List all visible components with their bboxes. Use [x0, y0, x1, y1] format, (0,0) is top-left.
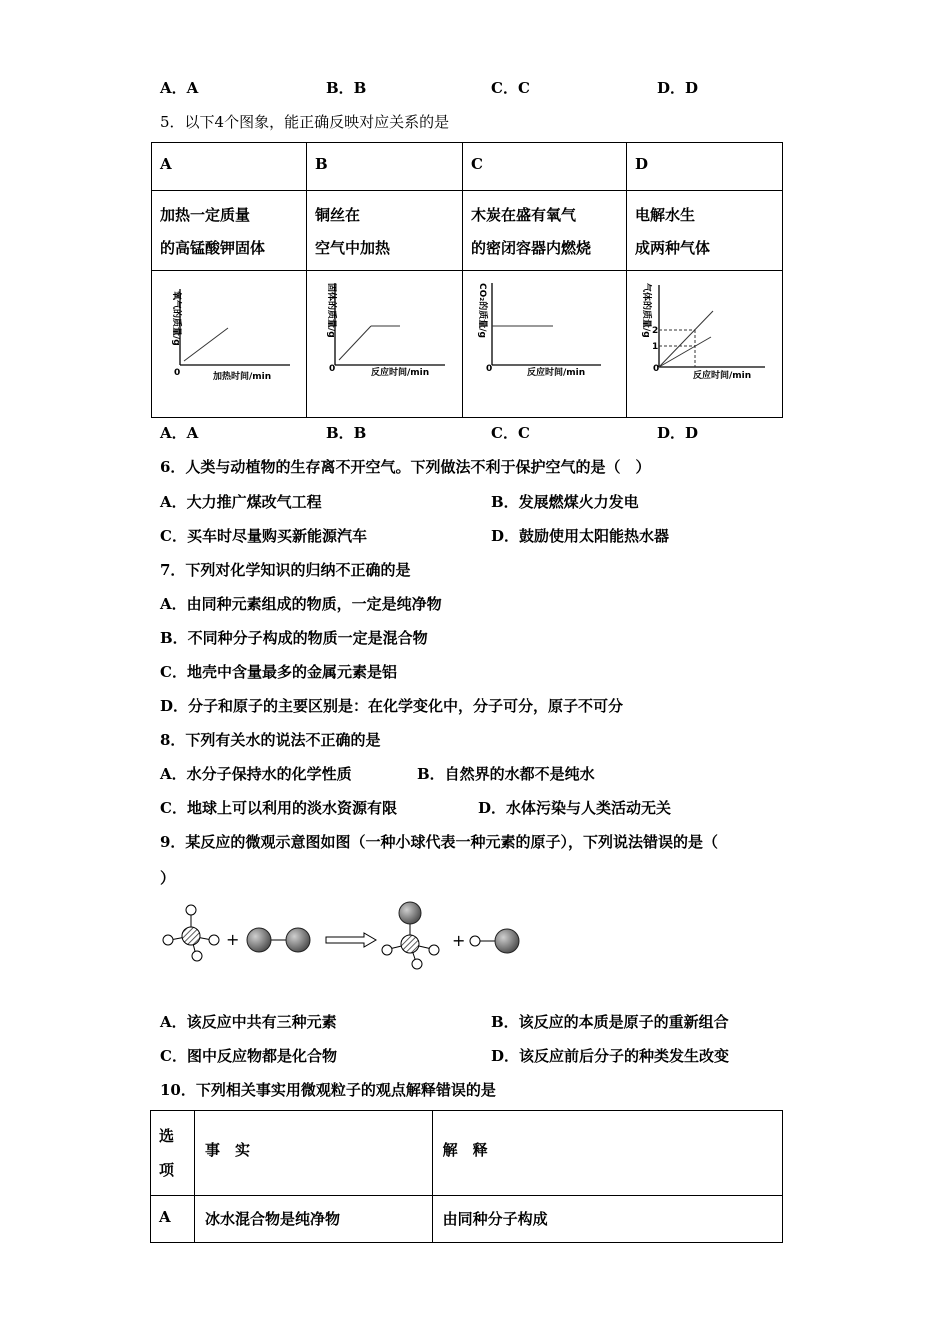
q10-stem: 10．下列相关事实用微观粒子的观点解释错误的是: [160, 1081, 496, 1099]
q5-col-a-desc2: 的高锰酸钾固体: [160, 239, 266, 257]
q5-col-b-desc2: 空气中加热: [315, 239, 391, 257]
q9-reaction-diagram: [158, 900, 528, 980]
q5-graph-d: [627, 271, 782, 417]
q5-col-a-desc1: 加热一定质量: [160, 206, 251, 224]
data-line: [184, 328, 228, 361]
x-axis-label: 加热时间/min: [213, 372, 272, 382]
q10-header-fact: 事 实: [194, 1111, 432, 1196]
q7-option-a[interactable]: A．由同种元素组成的物质，一定是纯净物: [160, 595, 442, 613]
q9-stem: 9．某反应的微观示意图如图（一种小球代表一种元素的原子），下列说法错误的是（: [160, 833, 718, 851]
q5-stem: 5．以下4个图象，能正确反映对应关系的是: [160, 113, 450, 131]
origin-label: 0: [329, 364, 336, 374]
q5-col-b-desc1: 铜丝在: [315, 206, 361, 224]
q9-option-b[interactable]: B．该反应的本质是原子的重新组合: [491, 1013, 729, 1031]
y-axis-label: 氧气的质量/g: [171, 291, 181, 346]
q7-option-b[interactable]: B．不同种分子构成的物质一定是混合物: [160, 629, 428, 647]
q4-option-c[interactable]: C．C: [491, 79, 530, 97]
y-axis-label: 气体的质量/g: [641, 283, 651, 338]
data-line-shallow: [659, 337, 711, 367]
reactant-molecule-2: [247, 928, 310, 952]
q6-option-a[interactable]: A．大力推广煤改气工程: [160, 493, 322, 511]
q10-header-option-1: 选: [159, 1127, 175, 1145]
q5-graph-a: [152, 271, 306, 417]
q6-stem: 6．人类与动植物的生存离不开空气。下列做法不利于保护空气的是（ ）: [160, 458, 651, 476]
q5-graph-b: [307, 271, 462, 417]
q10-row-a-explanation: 由同种分子构成: [432, 1196, 782, 1243]
q6-option-c[interactable]: C．买车时尽量购买新能源汽车: [160, 527, 367, 545]
q8-option-a[interactable]: A．水分子保持水的化学性质: [160, 765, 352, 783]
q5-col-b-letter: B: [315, 155, 328, 173]
y-axis-label: CO₂的质量/g: [477, 283, 487, 338]
y-axis-label: 固体的质量/g: [326, 283, 336, 338]
q5-col-d-desc2: 成两种气体: [635, 239, 711, 257]
reaction-arrow: [326, 933, 376, 947]
reactant-molecule-1: [163, 905, 219, 961]
q8-stem: 8．下列有关水的说法不正确的是: [160, 731, 381, 749]
tick-2: 2: [652, 326, 659, 336]
q5-table: [151, 142, 783, 418]
q8-option-b[interactable]: B．自然界的水都不是纯水: [417, 765, 595, 783]
q5-graph-c: [463, 271, 626, 417]
origin-label: 0: [486, 364, 493, 374]
q5-col-c-letter: C: [471, 155, 483, 173]
q10-header-option-2: 项: [159, 1161, 175, 1179]
q10-header-explanation: 解 释: [432, 1111, 782, 1196]
q9-stem-end: ）: [160, 869, 176, 887]
q7-stem: 7．下列对化学知识的归纳不正确的是: [160, 561, 411, 579]
q5-col-d-letter: D: [635, 155, 649, 173]
q5-option-a[interactable]: A．A: [160, 424, 199, 442]
q7-option-d[interactable]: D．分子和原子的主要区别是：在化学变化中，分子可分，原子不可分: [160, 697, 624, 715]
q6-option-d[interactable]: D．鼓励使用太阳能热水器: [491, 527, 670, 545]
q8-option-d[interactable]: D．水体污染与人类活动无关: [478, 799, 672, 817]
q7-option-c[interactable]: C．地壳中含量最多的金属元素是铝: [160, 663, 397, 681]
q5-option-d[interactable]: D．D: [657, 424, 699, 442]
q5-option-c[interactable]: C．C: [491, 424, 530, 442]
q9-option-c[interactable]: C．图中反应物都是化合物: [160, 1047, 337, 1065]
q10-row-a-option: A: [151, 1196, 195, 1243]
origin-label: 0: [174, 368, 181, 378]
product-molecule-2: [470, 929, 519, 953]
x-axis-label: 反应时间/min: [371, 368, 430, 378]
data-line-steep: [659, 311, 713, 367]
q5-col-c-desc2: 的密闭容器内燃烧: [471, 239, 592, 257]
q5-col-a-letter: A: [160, 155, 172, 173]
tick-1: 1: [652, 342, 659, 352]
q10-row-a-fact: 冰水混合物是纯净物: [194, 1196, 432, 1243]
q8-option-c[interactable]: C．地球上可以利用的淡水资源有限: [160, 799, 397, 817]
q5-col-c-desc1: 木炭在盛有氧气: [471, 206, 577, 224]
x-axis-label: 反应时间/min: [693, 371, 752, 381]
origin-label: 0: [653, 364, 660, 374]
q5-col-d-desc1: 电解水生: [635, 206, 696, 224]
data-line-rise: [339, 326, 371, 360]
plus-sign-2: +: [452, 931, 466, 950]
q9-option-a[interactable]: A．该反应中共有三种元素: [160, 1013, 337, 1031]
q4-option-a[interactable]: A．A: [160, 79, 199, 97]
product-molecule-1: [382, 902, 439, 969]
q4-option-b[interactable]: B．B: [326, 79, 367, 97]
plus-sign-1: +: [226, 930, 240, 949]
q6-option-b[interactable]: B．发展燃煤火力发电: [491, 493, 639, 511]
q4-option-d[interactable]: D．D: [657, 79, 699, 97]
q5-option-b[interactable]: B．B: [326, 424, 367, 442]
q9-option-d[interactable]: D．该反应前后分子的种类发生改变: [491, 1047, 730, 1065]
q10-table: [150, 1110, 783, 1243]
x-axis-label: 反应时间/min: [527, 368, 586, 378]
